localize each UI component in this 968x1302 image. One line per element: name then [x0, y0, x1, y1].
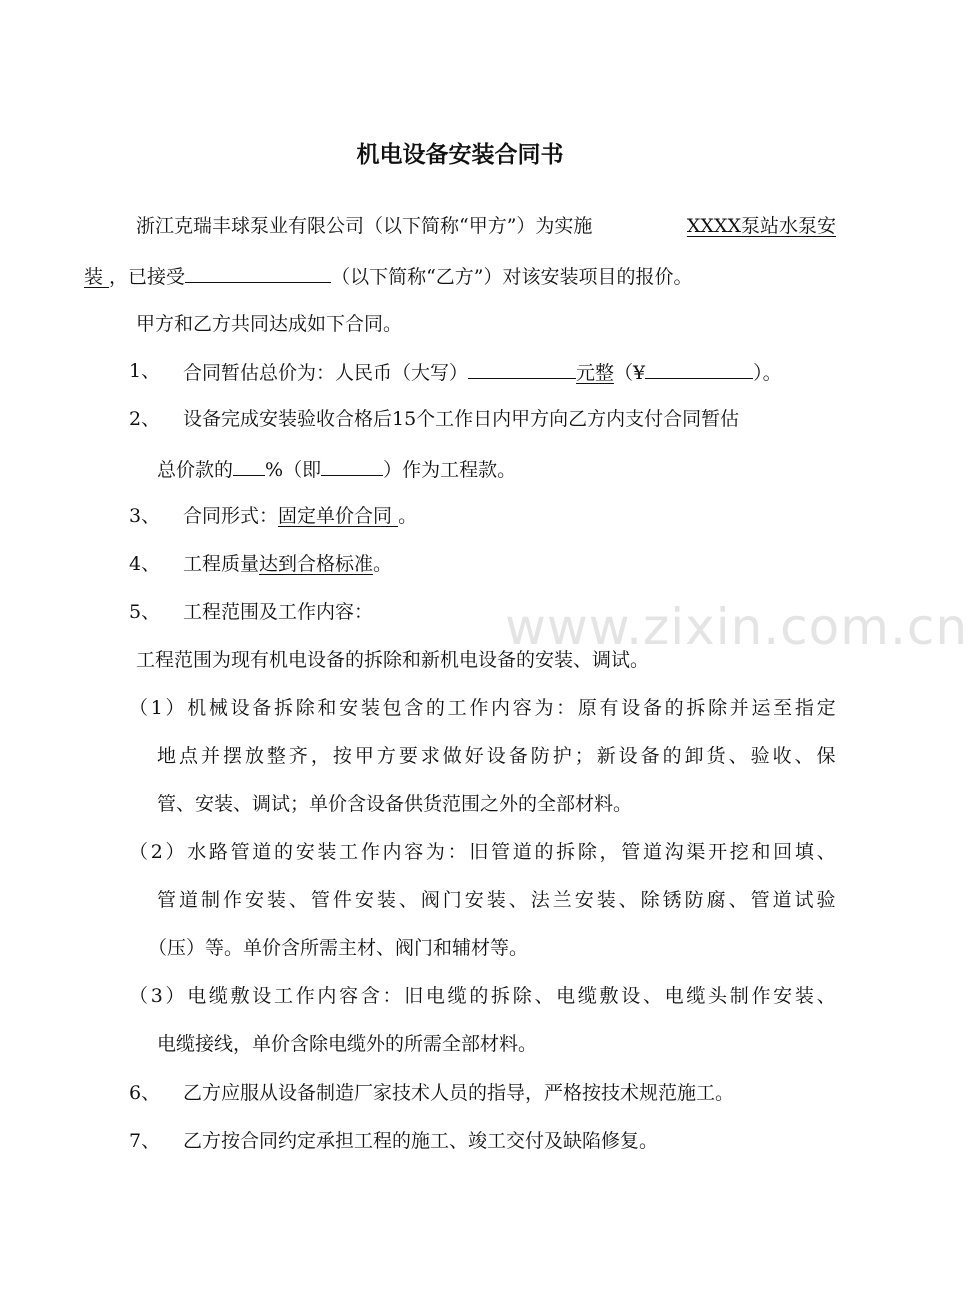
item-1 [183, 358, 782, 386]
item-2-line-1: 设备完成安装验收合格后15个工作日内甲方向乙方内支付合同暂估 [183, 408, 740, 430]
item-3-text: 合同形式： [183, 505, 279, 527]
agreement-line: 甲方和乙方共同达成如下合同。 [136, 313, 403, 335]
item-2-text-c: ）作为工程款。 [383, 459, 517, 481]
item-3 [183, 503, 417, 529]
item-6-num: 6、 [129, 1082, 161, 1104]
sub-1-line-3: 管、安装、调试；单价含设备供货范围之外的全部材料。 [157, 793, 633, 815]
party-b-blank [185, 262, 331, 283]
item-5-num: 5、 [129, 601, 161, 623]
sub-3-line-1: （ 3 ） 电 缆 敷 设 工 作 内 容 含 ： 旧 电 缆 的 拆 除 、 电 缆 敷 设 、 电 缆 头 制 作 安 装 、 [129, 985, 836, 1007]
item-2-num: 2、 [129, 408, 161, 430]
project-name-part1: XXXX泵站水泵安 [686, 215, 836, 237]
intro-text: 浙江克瑞丰球泵业有限公司（以下简称“甲方”）为实施 [136, 215, 593, 237]
item-1-num: 1、 [129, 360, 161, 382]
contract-type: 固定单价合同 [278, 505, 399, 527]
item-6-text: 乙方应服从设备制造厂家技术人员的指导，严格按技术规范施工。 [183, 1082, 735, 1104]
item-7-text: 乙方按合同约定承担工程的施工、竣工交付及缺陷修复。 [183, 1130, 659, 1152]
item-2-text: 总价款的 [157, 459, 234, 481]
watermark: www.zixin.com.cn [505, 598, 968, 656]
item-4-num: 4、 [129, 553, 161, 575]
amount-figure-blank [645, 358, 753, 379]
project-name-part2: 装 [84, 266, 110, 288]
sub-3-line-2: 电缆接线，单价含除电缆外的所需全部材料。 [157, 1033, 538, 1055]
item-4-end: 。 [373, 553, 393, 575]
item-3-num: 3、 [129, 505, 161, 527]
sub-1-line-1: （ 1 ） 机 械 设 备 拆 除 和 安 装 包 含 的 工 作 内 容 为 ： 原 有 设 备 的 拆 除 并 运 至 指 定 [129, 697, 836, 719]
sub-2-line-3: （压）等。单价含所需主材、阀门和辅材等。 [148, 937, 529, 959]
percent-blank [233, 455, 265, 476]
amount-blank [321, 455, 383, 476]
sub-2-line-2: 管 道 制 作 安 装 、 管 件 安 装 、 阀 门 安 装 、 法 兰 安 装 、 除 锈 防 腐 、 管 道 试 验 [157, 889, 836, 911]
item-4-text: 工程质量 [183, 553, 260, 575]
amount-words-blank [468, 358, 576, 379]
sub-2-line-1: （ 2 ） 水 路 管 道 的 安 装 工 作 内 容 为 ： 旧 管 道 的 拆 除 ， 管 道 沟 渠 开 挖 和 回 填 、 [129, 841, 836, 863]
item-7-num: 7、 [129, 1130, 161, 1152]
item-1-end: ）。 [753, 362, 782, 384]
scope-text: 工程范围为现有机电设备的拆除和新机电设备的安装、调试。 [136, 649, 650, 671]
intro-line-2 [84, 262, 693, 290]
item-2-text-b: %（即 [265, 459, 322, 481]
intro-text-2: （以下简称“乙方”）对该安装项目的报价。 [331, 266, 693, 288]
item-3-end: 。 [398, 505, 418, 527]
item-1-yen: （¥ [614, 362, 646, 384]
quality-standard: 达到合格标准 [259, 553, 374, 575]
item-1-text: 合同暂估总价为：人民币（大写） [183, 362, 469, 384]
item-2-line-2 [157, 455, 516, 483]
intro-accept-text: ，已接受 [109, 266, 186, 288]
item-1-unit: 元整 [576, 362, 615, 384]
item-4 [183, 551, 392, 577]
sub-1-line-2: 地 点 并 摆 放 整 齐 ， 按 甲 方 要 求 做 好 设 备 防 护 ； 新 设 备 的 卸 货 、 验 收 、 保 [157, 745, 836, 767]
intro-line-1 [136, 213, 836, 239]
document-title: 机电设备安装合同书 [356, 141, 564, 168]
item-5-text: 工程范围及工作内容： [183, 601, 374, 623]
